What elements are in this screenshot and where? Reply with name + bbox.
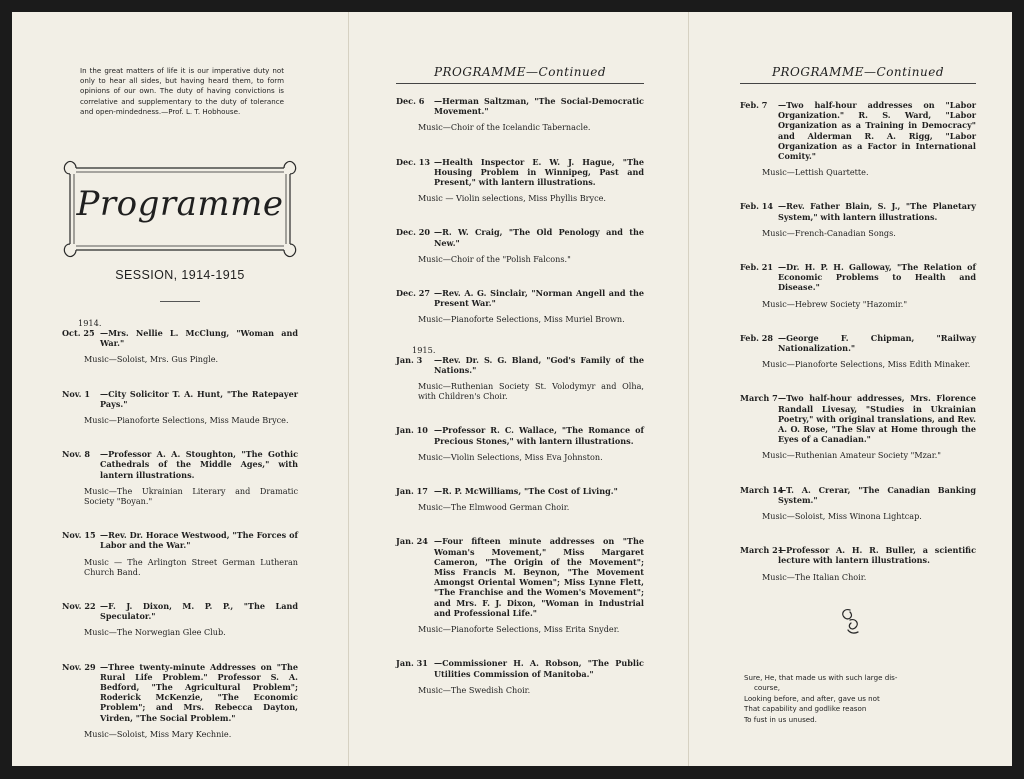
entry-music: Music—Pianoforte Selections, Miss Edith Minaker. [762, 359, 971, 370]
entry-speaker: Jan. 10 —Professor R. C. Wallace, "The Romance of Precious Stones," with lantern illustrations. [396, 425, 644, 446]
entry-speaker: Feb. 7 —Two half-hour addresses on "Labor Organization." R. S. Ward, "Labor Organization as a Training in Democracy" and Alderman R. A. Rigg, "Labor Organization as a Factor in International Comity." [740, 100, 976, 162]
entry-date: Jan. 10 [396, 425, 428, 436]
entry-date: Nov. 1 [62, 388, 90, 399]
entry-date: Dec. 20 [396, 227, 430, 238]
entry-date: March 14 [740, 484, 784, 495]
entry-speaker: Jan. 3 —Rev. Dr. S. G. Bland, "God's Family of the Nations." [396, 354, 644, 375]
entry-speaker: March 21 —Professor A. H. R. Buller, a scientific lecture with lantern illustrations. [740, 545, 976, 566]
schedule-entry [62, 601, 298, 638]
entry-speaker: Dec. 13 —Health Inspector E. W. J. Hague, "The Housing Problem in Winnipeg, Past and Present," with lantern illustrations. [396, 156, 644, 188]
entry-date: Nov. 29 [62, 661, 96, 672]
entry-date: March 7 [740, 393, 778, 404]
entry-speaker: Feb. 28 —George F. Chipman, "Railway Nationalization." [740, 332, 976, 354]
entry-speaker: Dec. 20 —R. W. Craig, "The Old Penology and the New." [396, 227, 644, 248]
entry-speaker: Nov. 22 —F. J. Dixon, M. P. P., "The Land Speculator." [62, 601, 298, 622]
entry-date: Dec. 13 [396, 156, 430, 167]
year-label: 1915. [412, 344, 436, 355]
schedule-entry [62, 662, 298, 739]
entry-music: Music—Choir of the "Polish Falcons." [418, 253, 571, 264]
entry-speaker: March 7 —Two half-hour addresses, Mrs. Florence Randall Livesay, "Studies in Ukrainian Poetry," with original translations, and Rev. A. O. Rose, "The Slav at Home through the Eyes of a Canadian." [740, 393, 976, 445]
schedule-entry [740, 201, 976, 238]
schedule-list [740, 100, 976, 582]
program-sheet [12, 12, 1012, 766]
panel-cover [12, 12, 348, 766]
title-frame [62, 160, 298, 258]
entry-speaker: Nov. 8 —Professor A. A. Stoughton, "The Gothic Cathedrals of the Middle Ages," with lantern illustrations. [62, 449, 298, 480]
entry-music: Music—The Norwegian Glee Club. [84, 627, 226, 638]
entry-date: Nov. 8 [62, 449, 90, 460]
programme-title: Programme [76, 184, 284, 224]
entry-speaker: Oct. 25 —Mrs. Nellie L. McClung, "Woman and War." [62, 328, 298, 349]
schedule-entry [740, 393, 976, 460]
schedule-entry [62, 449, 298, 506]
entry-date: Jan. 3 [396, 354, 423, 365]
heading-rule [396, 83, 644, 84]
entry-music: Music—Soloist, Mrs. Gus Pingle. [84, 354, 219, 365]
entry-date: Oct. 25 [62, 328, 95, 338]
entry-speaker: Nov. 29 —Three twenty-minute Addresses on "The Rural Life Problem." Professor S. A. Bedford, "The Agricultural Problem"; Roderick McKenzie, "The Economic Problem"; and Mrs. Rebecca Dayton, Virden, "The Social Problem." [62, 661, 298, 723]
entry-speaker: Dec. 6 —Herman Saltzman, "The Social-Democratic Movement." [396, 96, 644, 117]
entry-speaker: Jan. 31 —Commissioner H. A. Robson, "The Public Utilities Commission of Manitoba." [396, 658, 644, 679]
panel-heading: PROGRAMME—Continued [771, 65, 945, 79]
session-label: SESSION, 1914-1915 [115, 268, 245, 282]
schedule-list [396, 96, 644, 695]
schedule-entry [396, 425, 644, 462]
entry-music: Music—The Elmwood German Choir. [418, 502, 570, 513]
floral-ornament-icon [836, 606, 864, 636]
entry-speaker: Feb. 21 —Dr. H. P. H. Galloway, "The Relation of Economic Problems to Health and Disease." [740, 262, 976, 293]
year-label: 1914. [78, 318, 102, 328]
entry-music: Music—French-Canadian Songs. [762, 227, 896, 238]
entry-speaker: Jan. 24 —Four fifteen minute addresses on "The Woman's Movement," Miss Margaret Cameron, "The Origin of the Movement"; Miss Francis M. Beynon, "The Movement Amongst Oriental Women"; Miss Lynne Flett, "The Franchise and the Women's Movement"; and Mrs. F. J. Dixon, "Woman in Industrial and Professional Life." [396, 536, 644, 618]
panel-continued-2 [688, 12, 1012, 766]
entry-date: Jan. 24 [396, 536, 428, 547]
hobhouse-quote: In the great matters of life it is our imperative duty not only to hear all sides, but having heard them, to form opinions of our own. The duty of having convictions is correlative and supplementary to the duty of tolerance and open-mindedness.—Prof. L. T. Hobhouse. [80, 66, 284, 116]
schedule-entry [396, 486, 644, 512]
schedule-entry [396, 288, 644, 325]
entry-speaker: Feb. 14 —Rev. Father Blain, S. J., "The Planetary System," with lantern illustrations. [740, 201, 976, 222]
schedule-entry [62, 530, 298, 577]
entry-date: Jan. 31 [396, 658, 428, 669]
schedule-entry [396, 355, 644, 402]
entry-date: March 21 [740, 545, 784, 556]
entry-music: Music—Pianoforte Selections, Miss Erita Snyder. [418, 624, 620, 635]
entry-date: Nov. 15 [62, 530, 96, 541]
entry-speaker: Dec. 27 —Rev. A. G. Sinclair, "Norman Angell and the Present War." [396, 288, 644, 309]
entry-music: Music — Violin selections, Miss Phyllis Bryce. [418, 193, 606, 204]
entry-music: Music—Soloist, Miss Winona Lightcap. [762, 511, 922, 522]
entry-music: Music—Pianoforte Selections, Miss Maude Bryce. [84, 415, 289, 426]
schedule-entry [740, 333, 976, 370]
entry-date: Nov. 22 [62, 601, 96, 612]
entry-date: Dec. 27 [396, 288, 430, 299]
panel-continued-1 [348, 12, 688, 766]
entry-date: Feb. 21 [740, 262, 774, 273]
schedule-entry [396, 157, 644, 204]
schedule-entry [396, 658, 644, 695]
entry-date: Jan. 17 [396, 486, 428, 497]
closing-quote: Sure, He, that made us with such large dis- course, Looking before, and after, gave us not That capability and godlike reason To fust in us unused. [744, 673, 898, 724]
entry-music: Music—Ruthenian Amateur Society "Mzar." [762, 450, 941, 461]
entry-music: Music—Hebrew Society "Hazomir." [762, 298, 908, 309]
schedule-entry [740, 262, 976, 309]
schedule-entry [740, 485, 976, 522]
entry-music: Music—Violin Selections, Miss Eva Johnston. [418, 451, 603, 462]
entry-music: Music—Choir of the Icelandic Tabernacle. [418, 122, 591, 133]
entry-music: Music—The Ukrainian Literary and Dramatic Society "Boyan." [84, 485, 298, 507]
schedule-entry [396, 227, 644, 264]
entry-music: Music—The Italian Choir. [762, 571, 867, 582]
schedule-entry [740, 545, 976, 582]
heading-rule [740, 83, 976, 84]
schedule-entry [740, 100, 976, 177]
entry-speaker: Nov. 15 —Rev. Dr. Horace Westwood, "The Forces of Labor and the War." [62, 530, 298, 551]
schedule-list [62, 318, 298, 739]
entry-date: Feb. 28 [740, 332, 774, 343]
entry-music: Music—Soloist, Miss Mary Kechnie. [84, 728, 232, 739]
entry-music: Music—The Swedish Choir. [418, 684, 531, 695]
schedule-entry [396, 536, 644, 634]
schedule-entry [62, 389, 298, 426]
schedule-entry [62, 328, 298, 365]
entry-speaker: March 14 —T. A. Crerar, "The Canadian Banking System." [740, 484, 976, 505]
divider [160, 301, 200, 302]
entry-date: Feb. 7 [740, 100, 768, 110]
panel-heading: PROGRAMME—Continued [433, 65, 607, 79]
entry-music: Music — The Arlington Street German Lutheran Church Band. [84, 556, 298, 577]
schedule-entry [396, 96, 644, 133]
entry-date: Dec. 6 [396, 96, 425, 106]
entry-music: Music—Ruthenian Society St. Volodymyr and Olha, with Children's Choir. [418, 381, 644, 402]
entry-music: Music—Pianoforte Selections, Miss Muriel Brown. [418, 314, 625, 325]
entry-speaker: Nov. 1 —City Solicitor T. A. Hunt, "The Ratepayer Pays." [62, 388, 298, 409]
entry-speaker: Jan. 17 —R. P. McWilliams, "The Cost of Living." [396, 486, 618, 497]
entry-date: Feb. 14 [740, 201, 774, 212]
entry-music: Music—Lettish Quartette. [762, 167, 869, 178]
